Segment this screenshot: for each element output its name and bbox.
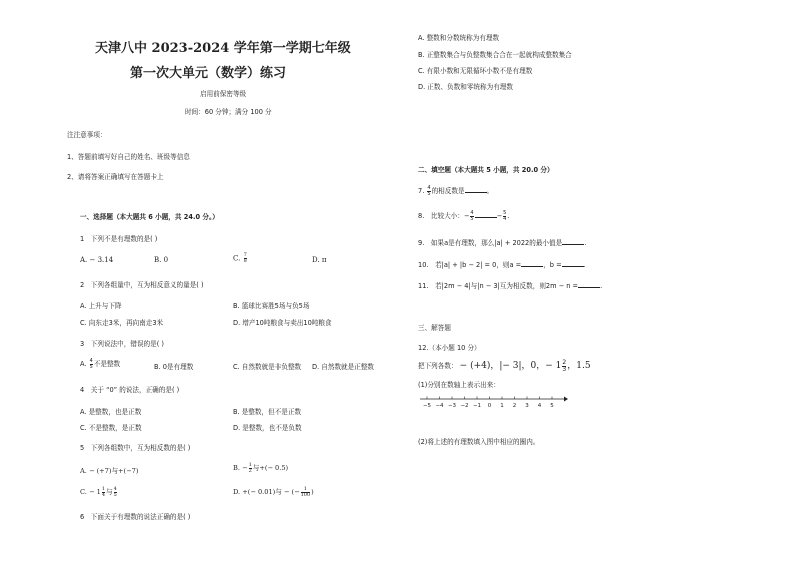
q2-option-c: C. 向东走3米，再向南走3米	[80, 319, 164, 327]
q5-option-a: A. − (+7)与+(−7)	[80, 467, 139, 475]
number-line-tick-label: −3	[447, 403, 457, 409]
q2-option-b: B. 篮球比赛胜5场与负5场	[233, 302, 310, 310]
number-line-tick-label: 3	[525, 403, 529, 409]
q4-option-c: C. 不是整数，是正数	[80, 424, 142, 432]
q1-stem: 1 下列不是有理数的是( )	[80, 235, 158, 243]
q7: 7. $\frac{4}{5}$ 的相反数是 。	[418, 184, 494, 197]
q1-option-c	[233, 253, 248, 264]
q4-option-d: D. 是整数，也不是负数	[233, 424, 302, 432]
q1-option-c-fraction: $\frac{7}{8}$	[243, 252, 247, 264]
q12-intro-line: 把下列各数： − (+4)，|− 3|，0，− 1 $\frac{2}{3}$ ，1.5	[418, 358, 591, 373]
q12-title: 12.（本小题 10 分）	[418, 344, 481, 352]
number-line-tick-label: 4	[537, 403, 542, 409]
q11: 11. 若|2m − 4|与|n − 3|互为相反数，则2m − n = .	[418, 282, 603, 290]
q4-stem: 4 关于 “0” 的说法，正确的是( )	[80, 386, 180, 394]
section3-heading: 三、解答题	[418, 324, 451, 332]
q3-option-d: D. 自然数就是正整数	[312, 363, 375, 371]
number-line-tick-label: 5	[550, 403, 554, 409]
q6-option-b: B. 正整数集合与负整数集合合在一起就构成整数集合	[418, 51, 572, 59]
number-line	[418, 394, 568, 414]
q4-option-a: A. 是整数，也是正数	[80, 408, 142, 416]
q5-stem: 5 下列各组数中，互为相反数的是( )	[80, 444, 191, 452]
number-line-tick-label: 2	[512, 403, 517, 409]
q10: 10. 若|a| + |b − 2| = 0，则a = ，b = .	[418, 261, 586, 269]
q1-option-a: A. − 3.14	[80, 256, 114, 264]
q3-stem: 3 下列说法中，错误的是( )	[80, 340, 164, 348]
q1-option-d: D. π	[312, 256, 327, 264]
q12-part-1: (1)分别在数轴上表示出来：	[418, 381, 500, 389]
q9: 9. 如果a是有理数，那么|a| + 2022的最小值是 .	[418, 239, 587, 247]
number-line-tick-label: −4	[435, 403, 444, 409]
q6-stem: 6 下面关于有理数的说法正确的是( )	[80, 513, 191, 521]
time-score-label: 时间：60 分钟；满分 100 分	[185, 108, 272, 116]
q2-option-a: A. 上升与下降	[80, 302, 122, 310]
q1-option-c-prefix: C.	[233, 254, 241, 263]
q1-option-b: B. 0	[154, 256, 169, 264]
q2-stem: 2 下列各组量中，互为相反意义的量是( )	[80, 281, 204, 289]
notes-heading: 注注意事项：	[67, 131, 107, 139]
number-line-arrow	[564, 397, 568, 402]
q9-blank[interactable]	[562, 238, 584, 245]
q10-blank-b[interactable]	[562, 260, 584, 267]
number-line-tick-label: 1	[500, 403, 504, 409]
title-line-2: 第一次大单元（数学）练习	[130, 66, 287, 81]
q2-option-d: D. 增产10吨粮食与卖出10吨粮食	[233, 319, 332, 327]
title-line-1: 天津八中 2023-2024 学年第一学期七年级	[95, 41, 351, 56]
q3-option-b: B. 0是有理数	[154, 363, 194, 371]
q3-option-a-fraction: $\frac{4}{5}$	[89, 357, 93, 370]
q6-option-d: D. 正数、负数和零统称为有理数	[418, 83, 513, 91]
q11-blank[interactable]	[578, 281, 600, 288]
notes-item-1: 1、答题前填写好自己的姓名、班级等信息	[67, 153, 190, 161]
q5-option-c: C. − 1 $\frac{1}{4}$ 与 $\frac{4}{5}$	[80, 485, 117, 498]
q5-option-b: B. − $\frac{1}{2}$ 与+(− 0.5)	[233, 461, 289, 474]
confidential-label: 启用前保密等级	[200, 90, 247, 98]
section1-heading: 一、选择题（本大题共 6 小题，共 24.0 分。）	[80, 213, 219, 221]
q3-option-c: C. 自然数就是非负整数	[233, 363, 302, 371]
q3-option-a: A. $\frac{4}{5}$ 不是整数	[80, 357, 121, 370]
notes-item-2: 2、请将答案正确填写在答题卡上	[67, 173, 164, 181]
q7-blank[interactable]	[465, 186, 487, 193]
q8-blank[interactable]	[475, 211, 497, 218]
number-line-tick-label: 0	[487, 403, 492, 409]
q12-part-2: (2)将上述的有理数填入图中相应的圈内。	[418, 438, 540, 446]
q6-option-c: C. 有限小数和无限循环小数不是有理数	[418, 67, 533, 75]
q5-option-d: D. +(− 0.01)与 − (− $\frac{1}{100}$ )	[233, 485, 314, 498]
q6-option-a: A. 整数和分数统称为有理数	[418, 34, 500, 42]
number-line-tick-label: −5	[422, 403, 432, 409]
number-line-tick-label: −1	[472, 403, 482, 409]
number-line-tick-label: −2	[460, 403, 469, 409]
q4-option-b: B. 是整数，但不是正数	[233, 408, 302, 416]
q10-blank-a[interactable]	[521, 260, 543, 267]
q8: 8. 比较大小：− $\frac{4}{5}$ − $\frac{5}{4}$ .	[418, 209, 510, 222]
section2-heading: 二、填空题（本大题共 5 小题，共 20.0 分）	[418, 166, 554, 174]
